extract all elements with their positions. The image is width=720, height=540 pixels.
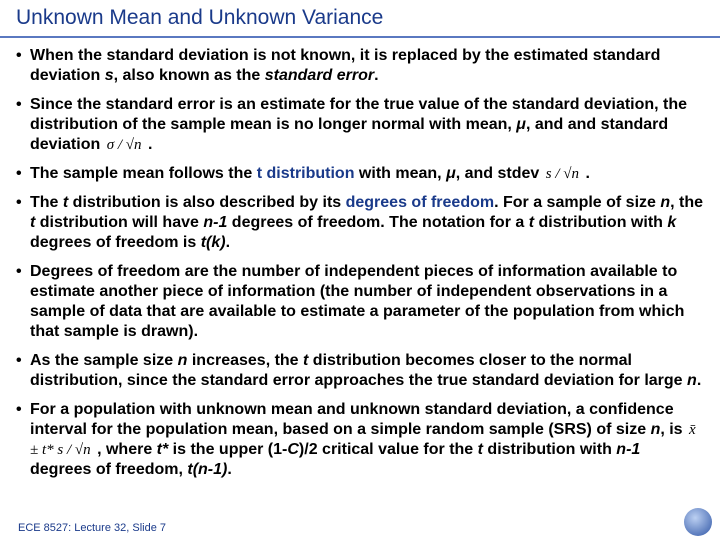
slide-footer: ECE 8527: Lecture 32, Slide 7 xyxy=(18,522,166,534)
bullet-marker: • xyxy=(16,263,22,280)
bullet-item: • Degrees of freedom are the number of independent pieces of information available to estimate another piece of information (the number of independent observations in a sample of data that are available to estimate a parameter of the population from which that sample is drawn). xyxy=(16,263,685,340)
term-degrees-of-freedom: degrees of freedom xyxy=(345,194,495,211)
bullet-marker: • xyxy=(16,47,22,64)
title-divider xyxy=(0,36,720,38)
bullet-item: • Since the standard error is an estimate for the true value of the standard deviation, the distribution of the sample mean is no longer normal with mean, μ, and and standard deviation σ / √n . xyxy=(16,96,688,153)
bullet-item: • When the standard deviation is not known, it is replaced by the estimated standard deviation s, also known as the standard error. xyxy=(16,47,661,84)
bullet-marker: • xyxy=(16,194,22,211)
sigma-over-root-n-formula: σ / √n xyxy=(106,137,142,153)
bullet-item: • For a population with unknown mean and unknown standard deviation, a confidence interval for the population mean, based on a simple random sample (SRS) of size n, is x̄ ± t* s / √n , where t* is the upper (1-C)/2 critical value for the t distribution with n-1 degrees of freedom, t(n-1). xyxy=(16,401,696,478)
bullet-marker: • xyxy=(16,96,22,113)
bullet-item: • The sample mean follows the t distribution with mean, μ, and stdev s / √n . xyxy=(16,165,590,182)
slide-title: Unknown Mean and Unknown Variance xyxy=(16,6,384,29)
confidence-interval-formula: x̄ ± t* s / √n xyxy=(30,422,696,458)
university-seal-icon xyxy=(684,508,712,536)
bullet-marker: • xyxy=(16,352,22,369)
bullet-marker: • xyxy=(16,401,22,418)
bullet-list xyxy=(16,46,706,489)
term-t-distribution: t distribution xyxy=(256,165,355,182)
bullet-item: • The t distribution is also described by its degrees of freedom. For a sample of size n, the t distribution will have n-1 degrees of freedom. The notation for a t distribution with k degrees of freedom is t(k). xyxy=(16,194,704,251)
bullet-item: • As the sample size n increases, the t distribution becomes closer to the normal distribution, since the standard error approaches the true standard deviation for large n. xyxy=(16,352,702,389)
s-over-root-n-formula: s / √n xyxy=(545,166,579,182)
bullet-marker: • xyxy=(16,165,22,182)
